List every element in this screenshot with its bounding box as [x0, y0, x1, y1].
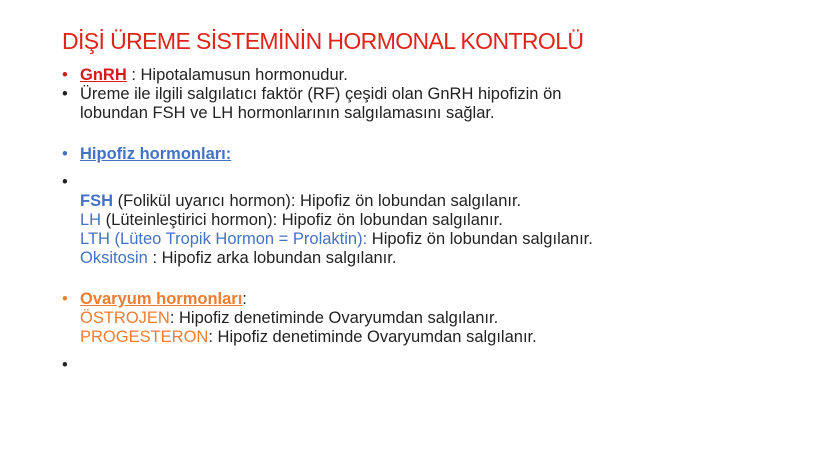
bullet-mark: •	[62, 173, 68, 191]
lh-term: LH	[80, 211, 102, 229]
oksitosin-term: Oksitosin	[80, 249, 148, 267]
fsh-line	[80, 192, 802, 211]
bullet-hipofiz-heading	[62, 145, 802, 164]
lth-desc: Hipofiz ön lobundan salgılanır.	[367, 230, 593, 248]
bullet-gnrh-detail	[62, 85, 802, 123]
bullet-gnrh	[62, 66, 802, 85]
progesteron-term: PROGESTERON	[80, 328, 209, 346]
lth-term: LTH (Lüteo Tropik Hormon = Prolaktin):	[80, 230, 368, 248]
lh-line	[80, 211, 802, 230]
fsh-desc: (Folikül uyarıcı hormon): Hipofiz ön lobundan salgılanır.	[113, 192, 522, 210]
bullet-mark: •	[62, 66, 68, 84]
ovaryum-colon: :	[242, 290, 247, 308]
fsh-term: FSH	[80, 192, 113, 210]
gnrh-desc: : Hipotalamusun hormonudur.	[126, 66, 348, 84]
gnrh-detail-line-1: Üreme ile ilgili salgılatıcı faktör (RF) çeşidi olan GnRH hipofizin ön	[80, 85, 562, 103]
bullet-empty	[62, 356, 802, 375]
progesteron-line	[80, 328, 802, 347]
bullet-mark: •	[62, 145, 68, 163]
slide-content	[62, 66, 802, 375]
ovaryum-heading: Ovaryum hormonları	[80, 290, 243, 308]
gnrh-detail-line-2: lobundan FSH ve LH hormonlarının salgılamasını sağlar.	[80, 104, 495, 122]
ostrojen-line	[80, 309, 802, 328]
gnrh-term: GnRH	[80, 66, 127, 84]
oksitosin-line	[80, 249, 802, 268]
oksitosin-desc: : Hipofiz arka lobundan salgılanır.	[147, 249, 397, 267]
ostrojen-term: ÖSTROJEN	[80, 309, 170, 327]
bullet-mark: •	[62, 356, 68, 374]
ostrojen-desc: : Hipofiz denetiminde Ovaryumdan salgılanır.	[169, 309, 499, 327]
ovaryum-heading-line	[80, 290, 802, 309]
progesteron-desc: : Hipofiz denetiminde Ovaryumdan salgılanır.	[208, 328, 537, 346]
bullet-mark: •	[62, 290, 68, 308]
bullet-ovaryum	[62, 290, 802, 347]
bullet-mark: •	[62, 85, 68, 103]
hipofiz-heading: Hipofiz hormonları:	[80, 145, 232, 163]
bullet-hipofiz-list	[62, 173, 802, 268]
slide-title: DİŞİ ÜREME SİSTEMİNİN HORMONAL KONTROLÜ	[62, 28, 584, 54]
lth-line	[80, 230, 802, 249]
lh-desc: (Lüteinleştirici hormon): Hipofiz ön lobundan salgılanır.	[101, 211, 503, 229]
